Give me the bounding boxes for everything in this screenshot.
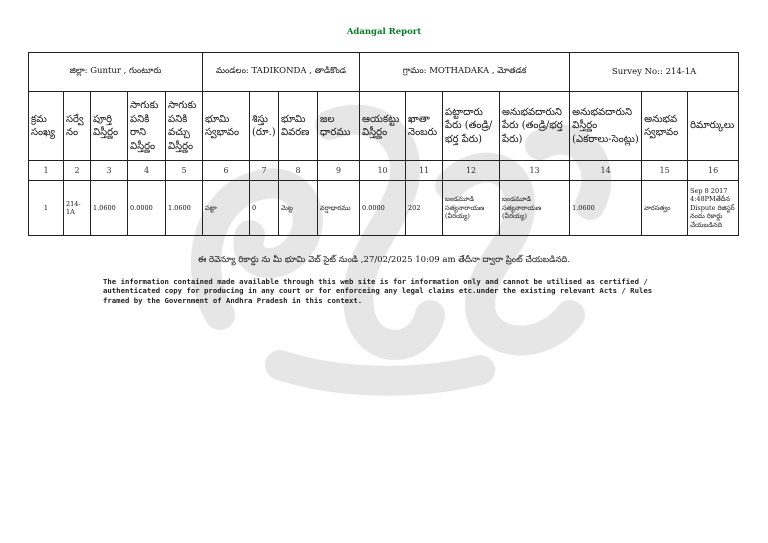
occupant-extent-cell: 1.0600 (570, 181, 642, 236)
water-source-cell: వర్షాధారము (318, 181, 360, 236)
column-number: 9 (318, 161, 360, 181)
column-header: అనుభవ స్వభావం (642, 92, 688, 161)
column-number: 11 (406, 161, 443, 181)
tax-cell: 0 (250, 181, 279, 236)
column-number: 5 (166, 161, 203, 181)
column-number: 1 (29, 161, 64, 181)
column-header: సాగుకు పనికి వచ్చు విస్తీర్ణం (166, 92, 203, 161)
serial-cell: 1 (29, 181, 64, 236)
column-header: భూమి వివరణ (279, 92, 318, 161)
column-header: పూర్తి విస్తీర్ణం (91, 92, 128, 161)
column-header: భూమి స్వభావం (203, 92, 250, 161)
column-number: 10 (360, 161, 406, 181)
survey-number-cell: 214-1A (64, 181, 91, 236)
report-title: Adangal Report (346, 27, 422, 37)
column-header: సర్వే నం (64, 92, 91, 161)
column-number: 16 (688, 161, 739, 181)
adangal-table (28, 52, 739, 236)
column-number: 7 (250, 161, 279, 181)
pattadar-name-cell: బండమూడి సత్యనారాయణ (వీరయ్య) (443, 181, 500, 236)
mandal-cell: మండలం: TADIKONDA , తాడికొండ (203, 53, 360, 92)
column-number: 13 (500, 161, 570, 181)
disclaimer-text: The information contained made available through this web site is for information only and cannot be utilised as certified / authenticated copy for producing in any court or for enforceing any legal claims etc.under the existing relevant Acts / Rules framed by the Government of Andhra Pradesh in this context. (103, 277, 653, 305)
village-cell: గ్రామం: MOTHADAKA , మోతడక (360, 53, 570, 92)
print-note: ఈ రెవెన్యూ రికార్డు ను మీ భూమి వెబ్ సైట్ నుండి ,27/02/2025 10:09 am తేదీనా ద్వారా ప్రింట్ చేయబడినది. (197, 255, 571, 265)
district-cell: జిల్లా: Guntur , గుంటూరు (29, 53, 203, 92)
column-number: 3 (91, 161, 128, 181)
column-number: 2 (64, 161, 91, 181)
ayacut-extent-cell: 0.0000 (360, 181, 406, 236)
cultivable-extent-cell: 1.0600 (166, 181, 203, 236)
khata-number-cell: 202 (406, 181, 443, 236)
column-header: అనుభవదారుని విస్తీర్ణం (ఎకరాలు-సెంట్లు) (570, 92, 642, 161)
column-number-row (29, 161, 739, 181)
location-row (29, 53, 739, 92)
column-header-row (29, 92, 739, 161)
remarks-cell: Sep 8 2017 4:48PMతేదీన Dispute రిజిస్టర్ నందు రికార్డు చేయబడినది (688, 181, 739, 236)
land-classification-cell: మెట్ట (279, 181, 318, 236)
column-header: రిమార్కులు (688, 92, 739, 161)
occupancy-nature-cell: వారసత్వం (642, 181, 688, 236)
uncultivable-extent-cell: 0.0000 (128, 181, 166, 236)
column-header: జల ధారము (318, 92, 360, 161)
total-extent-cell: 1.0600 (91, 181, 128, 236)
column-number: 12 (443, 161, 500, 181)
column-header: సాగుకు పనికి రాని విస్తీర్ణం (128, 92, 166, 161)
column-number: 6 (203, 161, 250, 181)
column-header: శిస్తు (రూ.) (250, 92, 279, 161)
column-header: ఖాతా నెంబరు (406, 92, 443, 161)
table-row (29, 181, 739, 236)
column-header: అనుభవదారుని పేరు (తండ్రి/భర్త పేరు) (500, 92, 570, 161)
occupant-name-cell: బండమూడి సత్యనారాయణ (వీరయ్య) (500, 181, 570, 236)
survey-cell: Survey No:: 214-1A (570, 53, 739, 92)
column-number: 8 (279, 161, 318, 181)
land-nature-cell: పట్టా (203, 181, 250, 236)
column-number: 4 (128, 161, 166, 181)
column-header: క్రమ సంఖ్య (29, 92, 64, 161)
column-number: 14 (570, 161, 642, 181)
column-header: ఆయకట్టు విస్తీర్ణం (360, 92, 406, 161)
column-header: పట్టాదారు పేరు (తండ్రి/ భర్త పేరు) (443, 92, 500, 161)
column-number: 15 (642, 161, 688, 181)
